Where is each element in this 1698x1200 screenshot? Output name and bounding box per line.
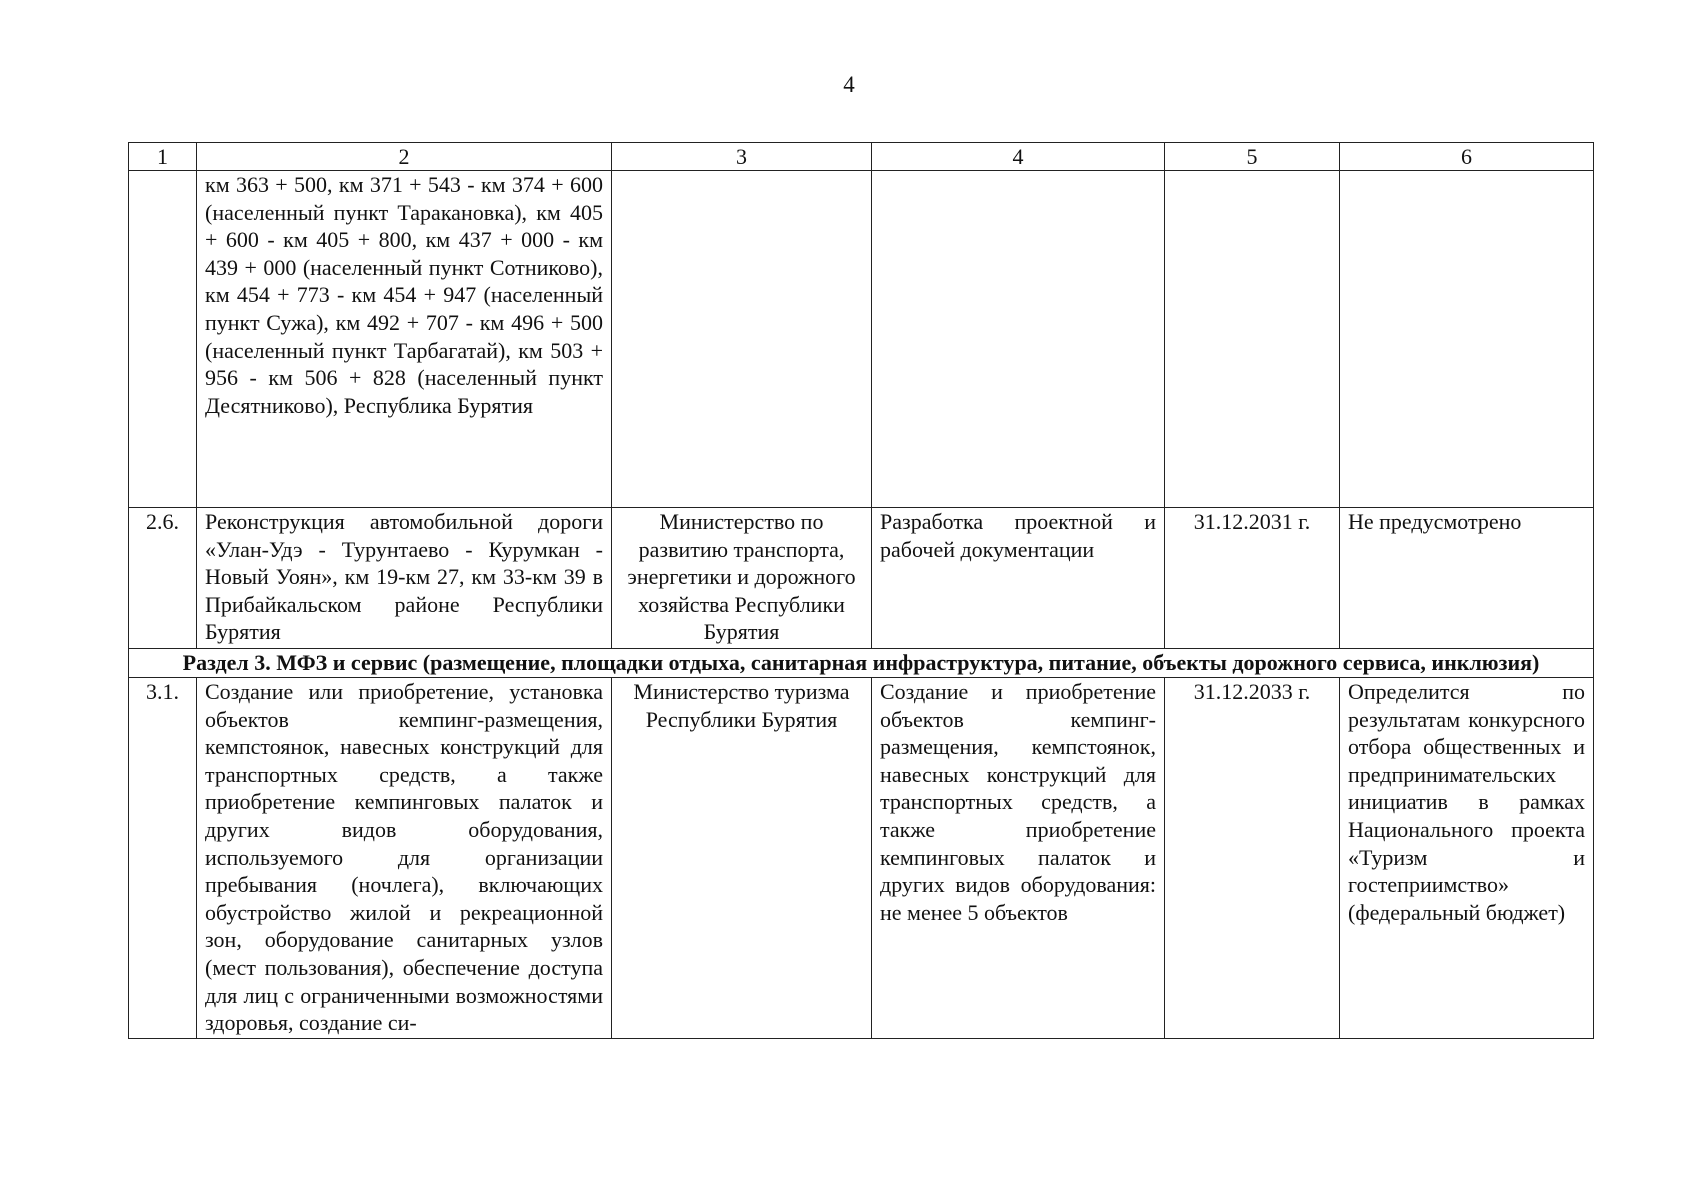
header-col-6: 6 [1340,143,1594,171]
row-funding: Не предусмотрено [1340,508,1594,649]
row-responsible [612,171,872,508]
table-row [129,678,1594,1039]
section-heading: Раздел 3. МФЗ и сервис (размещение, площадки отдыха, санитарная инфраструктура, питание, объекты дорожного сервиса, инклюзия) [129,649,1594,678]
header-col-3: 3 [612,143,872,171]
row-description: Создание или приобретение, установка объектов кемпинг-размещения, кемпстоянок, навесных конструкций для транспортных средств, а также приобретение кемпинговых палаток и других видов оборудования, используемого для организации пребывания (ночлега), включающих обустройство жилой и рекреационной зон, оборудование санитарных узлов (мест пользования), обеспечение доступа для лиц с ограниченными возможностями здоровья, создание си- [197,678,612,1039]
row-number [129,171,197,508]
header-col-1: 1 [129,143,197,171]
row-deadline: 31.12.2033 г. [1165,678,1340,1039]
page-number: 4 [843,72,855,97]
row-responsible: Министерство по развитию транспорта, энергетики и дорожного хозяйства Республики Бурятия [612,508,872,649]
header-col-5: 5 [1165,143,1340,171]
row-deadline [1165,171,1340,508]
row-description: Реконструкция автомобильной дороги «Улан-Удэ - Турунтаево - Курумкан - Новый Уоян», км 19-км 27, км 33-км 39 в Прибайкальском районе Республики Бурятия [197,508,612,649]
table-row [129,171,1594,508]
row-result: Создание и приобретение объектов кемпинг-размещения, кемпстоянок, навесных конструкций для транспортных средств, а также приобретение кемпинговых палаток и других видов оборудования: не менее 5 объектов [872,678,1165,1039]
table-row [129,508,1594,649]
row-responsible: Министерство туризма Республики Бурятия [612,678,872,1039]
row-funding: Определится по результатам конкурсного отбора общественных и предпринимательских инициатив в рамках Национального проекта «Туризм и гостеприимство» (федеральный бюджет) [1340,678,1594,1039]
row-number: 2.6. [129,508,197,649]
header-col-4: 4 [872,143,1165,171]
activities-table [128,142,1594,1039]
row-funding [1340,171,1594,508]
row-deadline: 31.12.2031 г. [1165,508,1340,649]
header-col-2: 2 [197,143,612,171]
row-result: Разработка проектной и рабочей документации [872,508,1165,649]
table-header-row [129,143,1594,171]
row-number: 3.1. [129,678,197,1039]
section-heading-row [129,649,1594,678]
row-result [872,171,1165,508]
row-description: км 363 + 500, км 371 + 543 - км 374 + 600 (населенный пункт Таракановка), км 405 + 600 - км 405 + 800, км 437 + 000 - км 439 + 000 (населенный пункт Сотниково), км 454 + 773 - км 454 + 947 (населенный пункт Сужа), км 492 + 707 - км 496 + 500 (населенный пункт Тарбагатай), км 503 + 956 - км 506 + 828 (населенный пункт Десятниково), Республика Бурятия [197,171,612,508]
